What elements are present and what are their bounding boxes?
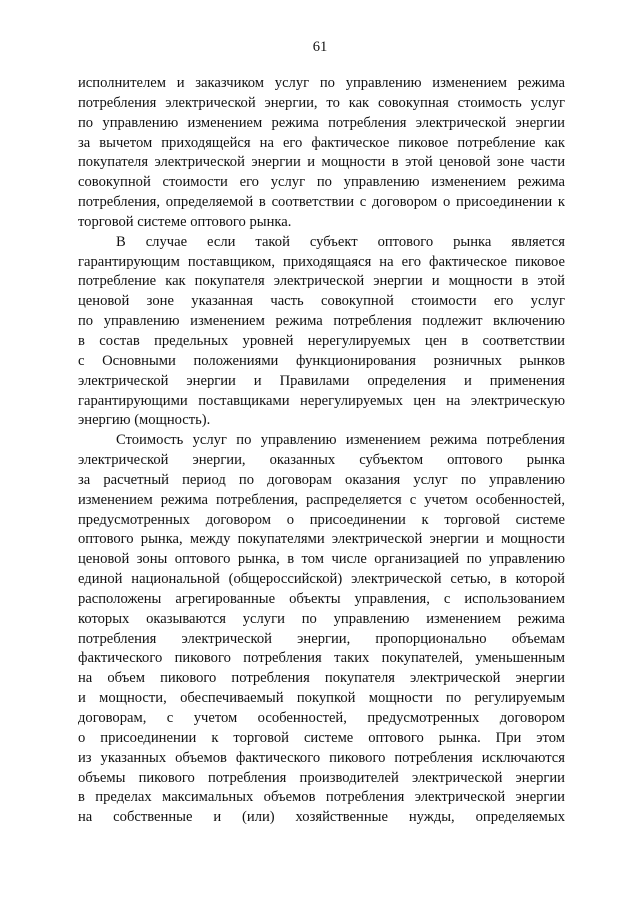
text-line: по управлению изменением режима потребления подлежит включению (78, 313, 565, 330)
text-line: потребления электрической энергии, то как совокупная стоимость услуг (78, 94, 565, 111)
text-line: ценовой зоне указанная часть совокупной стоимости его услуг (78, 293, 565, 310)
text-line: объемы пикового потребления производителей электрической энергии (78, 769, 565, 786)
text-line: оптового рынка, между покупателями электрической энергии и мощности (78, 531, 565, 548)
text-line: на собственные и (или) хозяйственные нужды, определяемых (78, 809, 565, 826)
page-number: 61 (312, 39, 328, 55)
text-line: которых оказываются услуги по управлению изменением режима (78, 610, 565, 627)
text-line: с Основными положениями функционирования розничных рынков (78, 352, 565, 369)
text-line: В случае если такой субъект оптового рынка является (116, 233, 565, 250)
text-line: в пределах максимальных объемов потребления электрической энергии (78, 789, 565, 806)
text-line: расположены агрегированные объекты управления, с использованием (78, 590, 565, 607)
text-line: договорам, с учетом особенностей, предусмотренных договором (78, 710, 565, 726)
text-line: гарантирующим поставщиком, приходящаяся на его фактическое пиковое (78, 253, 565, 270)
text-line: энергию (мощность). (78, 412, 211, 429)
text-line: совокупной стоимости его услуг по управлению изменением режима (78, 174, 565, 191)
text-line: потребления электрической энергии, пропорционально объемам (78, 630, 565, 647)
body-text (78, 74, 565, 828)
text-line: потребление как покупателя электрической энергии и мощности в этой (78, 273, 565, 290)
text-line: в состав предельных уровней нерегулируемых цен в соответствии (78, 332, 565, 349)
text-line: и мощности, обеспечиваемый покупкой мощности по регулируемым (78, 690, 565, 707)
text-line: покупателя электрической энергии и мощности в этой ценовой зоне части (78, 154, 565, 171)
text-line: Стоимость услуг по управлению изменением режима потребления (116, 432, 565, 449)
text-line: гарантирующими поставщиками нерегулируемых цен на электрическую (78, 392, 565, 409)
text-line: предусмотренных договором о присоединении к торговой системе (78, 511, 565, 528)
text-line: торговой системе оптового рынка. (78, 213, 292, 230)
text-line: единой национальной (общероссийской) электрической сетью, в которой (78, 571, 565, 588)
text-line: по управлению изменением режима потребления электрической энергии (78, 114, 565, 131)
text-line: фактического пикового потребления таких покупателей, уменьшенным (78, 650, 565, 667)
text-line: из указанных объемов фактического пикового потребления исключаются (78, 749, 565, 766)
text-line: на объем пикового потребления покупателя электрической энергии (78, 670, 565, 687)
text-line: электрической энергии, оказанных субъектом оптового рынка (78, 452, 565, 469)
text-line: потребления, определяемой в соответствии с договором о присоединении к (78, 194, 565, 211)
text-line: ценовой зоны оптового рынка, в том числе организацией по управлению (78, 551, 565, 568)
text-line: за расчетный период по договорам оказания услуг по управлению (78, 471, 565, 488)
text-line: изменением режима потребления, распределяется с учетом особенностей, (78, 491, 565, 508)
text-line: исполнителем и заказчиком услуг по управлению изменением режима (78, 75, 565, 91)
text-line: электрической энергии и Правилами определения и применения (78, 372, 565, 389)
text-line: за вычетом приходящейся на его фактическое пиковое потребление как (78, 134, 565, 151)
text-line: о присоединении к торговой системе оптового рынка. При этом (78, 729, 565, 746)
